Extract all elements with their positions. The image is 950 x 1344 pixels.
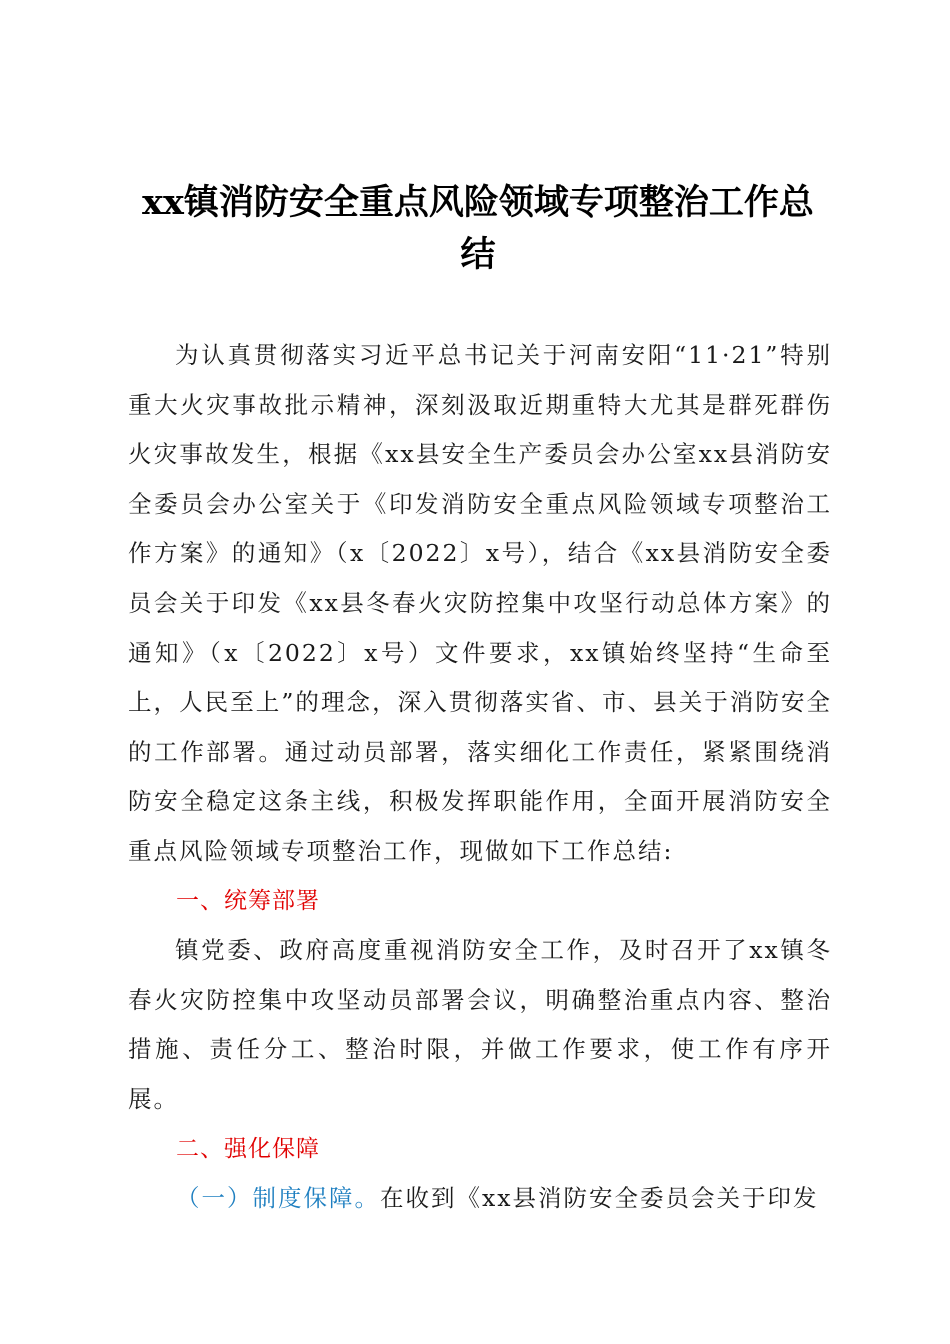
section-heading-2: 二、强化保障	[176, 1135, 320, 1162]
subsection-1-label: （一）制度保障。	[176, 1184, 380, 1213]
section-1-paragraph: 镇党委、政府高度重视消防安全工作，及时召开了xx镇冬春火灾防控集中攻坚动员部署会议，明确整治重点内容、整治措施、责任分工、整治时限，并做工作要求，使工作有序开展。	[128, 936, 832, 1113]
subsection-1-text: 在收到《xx县消防安全委员会关于印发	[380, 1184, 819, 1213]
document-title: xx镇消防安全重点风险领域专项整治工作总结	[142, 182, 814, 275]
section-heading-1: 一、统筹部署	[176, 887, 320, 914]
intro-paragraph: 为认真贯彻落实习近平总书记关于河南安阳“11·21”特别重大火灾事故批示精神，深刻汲取近期重特大尤其是群死群伤火灾事故发生，根据《xx县安全生产委员会办公室xx县消防安全委员会办公室关于《印发消防安全重点风险领域专项整治工作方案》的通知》（x〔2022〕x号），结合《xx县消防安全委员会关于印发《xx县冬春火灾防控集中攻坚行动总体方案》的通知》（x〔2022〕x号）文件要求，xx镇始终坚持“生命至上，人民至上”的理念，深入贯彻落实省、市、县关于消防安全的工作部署。通过动员部署，落实细化工作责任，紧紧围绕消防安全稳定这条主线，积极发挥职能作用，全面开展消防安全重点风险领域专项整治工作，现做如下工作总结:	[128, 341, 832, 865]
document-body	[128, 331, 832, 1224]
subsection-1-paragraph	[128, 1174, 832, 1224]
